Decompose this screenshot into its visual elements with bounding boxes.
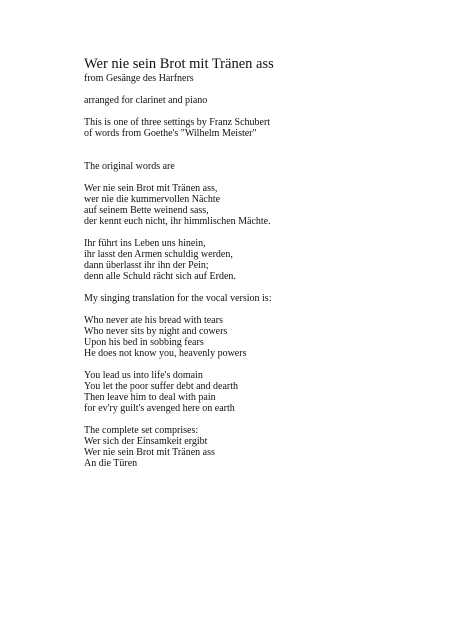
translation-stanza-1-line: Upon his bed in sobbing fears [84,337,204,348]
original-stanza-1-line: Wer nie sein Brot mit Tränen ass, [84,183,218,194]
document-title: Wer nie sein Brot mit Tränen ass [84,56,274,72]
translation-stanza-1-line: Who never ate his bread with tears [84,315,223,326]
set-item: Wer sich der Einsamkeit ergibt [84,436,208,447]
intro-line: of words from Goethe's "Wilhelm Meister" [84,128,257,139]
translation-stanza-1-line: He does not know you, heavenly powers [84,348,247,359]
set-heading: The complete set comprises: [84,425,199,436]
translation-stanza-1-line: Who never sits by night and cowers [84,326,228,337]
set-item: An die Türen [84,458,138,469]
intro-line: This is one of three settings by Franz Schubert [84,117,271,128]
translation-stanza-2-line: Then leave him to deal with pain [84,392,216,403]
original-stanza-2-line: denn alle Schuld rächt sich auf Erden. [84,271,236,282]
original-stanza-2-line: ihr lasst den Armen schuldig werden, [84,249,233,260]
original-words-heading: The original words are [84,161,175,172]
original-stanza-1-line: der kennt euch nicht, ihr himmlischen Mächte. [84,216,271,227]
document-subtitle: from Gesänge des Harfners [84,73,194,84]
original-stanza-2-line: Ihr führt ins Leben uns hinein, [84,238,206,249]
set-item: Wer nie sein Brot mit Tränen ass [84,447,215,458]
translation-stanza-2-line: You lead us into life's domain [84,370,203,381]
original-stanza-1-line: auf seinem Bette weinend sass, [84,205,209,216]
translation-stanza-2-line: for ev'ry guilt's avenged here on earth [84,403,235,414]
arrangement-note: arranged for clarinet and piano [84,95,208,106]
original-stanza-2-line: dann überlasst ihr ihn der Pein; [84,260,209,271]
translation-heading: My singing translation for the vocal version is: [84,293,272,304]
translation-stanza-2-line: You let the poor suffer debt and dearth [84,381,239,392]
document-body [84,56,424,469]
original-stanza-1-line: wer nie die kummervollen Nächte [84,194,221,205]
